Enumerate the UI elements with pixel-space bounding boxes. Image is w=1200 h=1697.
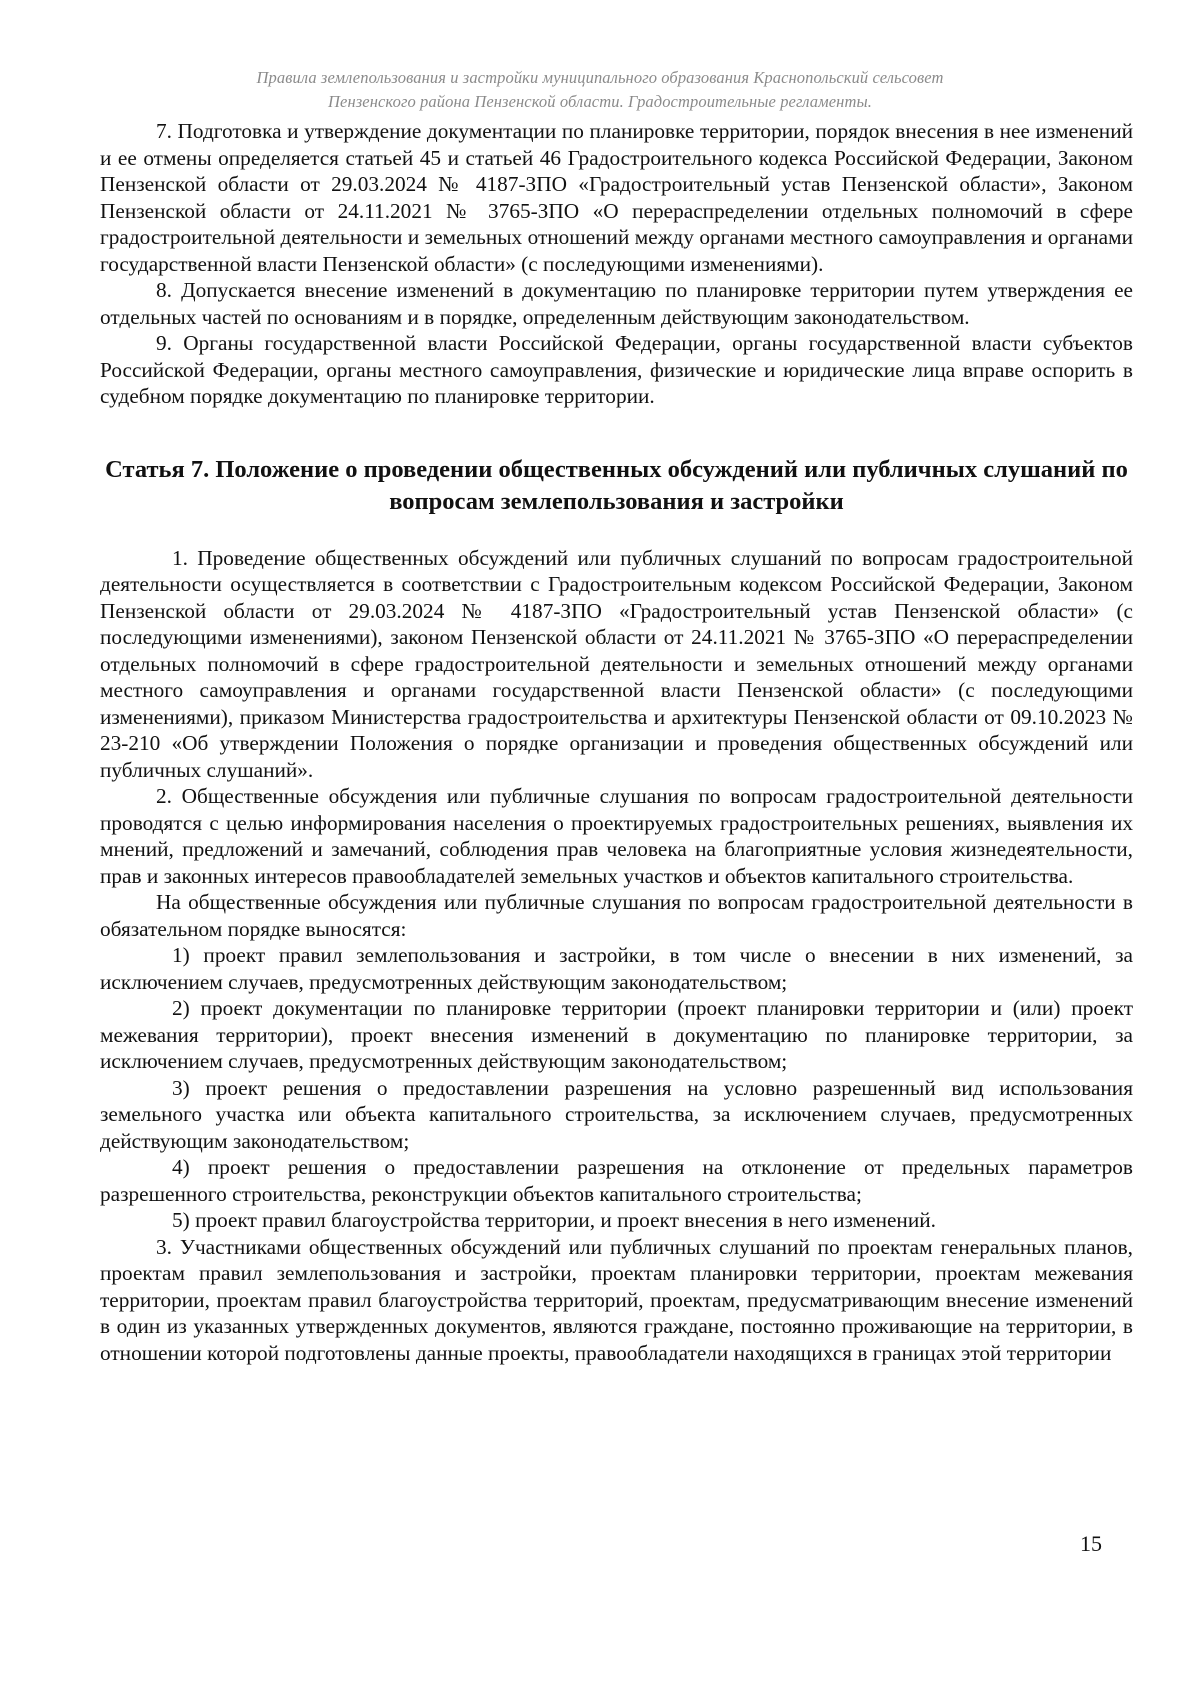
header-line-2: Пензенского района Пензенской области. Градостроительные регламенты.	[328, 92, 872, 111]
article-paragraph-3: 3. Участниками общественных обсуждений или публичных слушаний по проектам генеральных планов, проектам правил землепользования и застройки, проектам планировки территории, проектам межевания территории, проектам правил благоустройства территорий, проектам, предусматривающим внесение изменений в один из указанных утвержденных документов, являются граждане, постоянно проживающие на территории, в отношении которой подготовлены данные проекты, правообладатели находящихся в границах этой территории	[100, 1234, 1133, 1365]
article-heading: Статья 7. Положение о проведении общественных обсуждений или публичных слушаний по вопросам землепользования и застройки	[105, 455, 1128, 515]
list-item: 1) проект правил землепользования и застройки, в том числе о внесении в них изменений, за исключением случаев, предусмотренных действующим законодательством;	[100, 943, 1133, 994]
list-item: 4) проект решения о предоставлении разрешения на отклонение от предельных параметров разрешенного строительства, реконструкции объектов капитального строительства;	[100, 1155, 1133, 1206]
list-item: 2) проект документации по планировке территории (проект планировки территории и (или) проект межевания территории), проект внесения изменений в документацию по планировке территории, за исключением случаев, предусмотренных действующим законодательством;	[100, 996, 1133, 1073]
document-body	[100, 118, 1133, 1366]
paragraph-8: 8. Допускается внесение изменений в документацию по планировке территории путем утверждения ее отдельных частей по основаниям и в порядке, определенным действующим законодательством.	[100, 278, 1133, 329]
paragraph-7: 7. Подготовка и утверждение документации по планировке территории, порядок внесения в нее изменений и ее отмены определяется статьей 45 и статьей 46 Градостроительного кодекса Российской Федерации, Законом Пензенской области от 29.03.2024 № 4187-ЗПО «Градостроительный устав Пензенской области», Законом Пензенской области от 24.11.2021 № 3765-ЗПО «О перераспределении отдельных полномочий в сфере градостроительной деятельности и земельных отношений между органами местного самоуправления и органами государственной власти Пензенской области» (с последующими изменениями).	[100, 119, 1133, 276]
header-line-1: Правила землепользования и застройки муниципального образования Краснопольский сельсовет	[256, 68, 944, 87]
page-number: 15	[1080, 1531, 1102, 1556]
running-header	[100, 66, 1100, 114]
article-paragraph-2: 2. Общественные обсуждения или публичные слушания по вопросам градостроительной деятельности проводятся с целью информирования населения о проектируемых градостроительных решениях, выявления их мнений, предложений и замечаний, соблюдения прав человека на благоприятные условия жизнедеятельности, прав и законных интересов правообладателей земельных участков и объектов капитального строительства.	[100, 784, 1133, 888]
list-item: 3) проект решения о предоставлении разрешения на условно разрешенный вид использования земельного участка или объекта капитального строительства, за исключением случаев, предусмотренных действующим законодательством;	[100, 1075, 1133, 1153]
paragraph-9: 9. Органы государственной власти Российской Федерации, органы государственной власти субъектов Российской Федерации, органы местного самоуправления, физические и юридические лица вправе оспорить в судебном порядке документацию по планировке территории.	[100, 331, 1133, 408]
list-item: 5) проект правил благоустройства территории, и проект внесения в него изменений.	[172, 1208, 936, 1232]
article-paragraph-2-intro: На общественные обсуждения или публичные слушания по вопросам градостроительной деятельности в обязательном порядке выносятся:	[100, 890, 1133, 941]
article-paragraph-1: 1. Проведение общественных обсуждений или публичных слушаний по вопросам градостроительной деятельности осуществляется в соответствии с Градостроительным кодексом Российской Федерации, Законом Пензенской области от 29.03.2024 № 4187-ЗПО «Градостроительный устав Пензенской области» (с последующими изменениями), законом Пензенской области от 24.11.2021 № 3765-ЗПО «О перераспределении отдельных полномочий в сфере градостроительной деятельности и земельных отношений между органами местного самоуправления и органами государственной власти Пензенской области» (с последующими изменениями), приказом Министерства градостроительства и архитектуры Пензенской области от 09.10.2023 № 23-210 «Об утверждении Положения о порядке организации и проведения общественных обсуждений или публичных слушаний».	[100, 545, 1133, 782]
